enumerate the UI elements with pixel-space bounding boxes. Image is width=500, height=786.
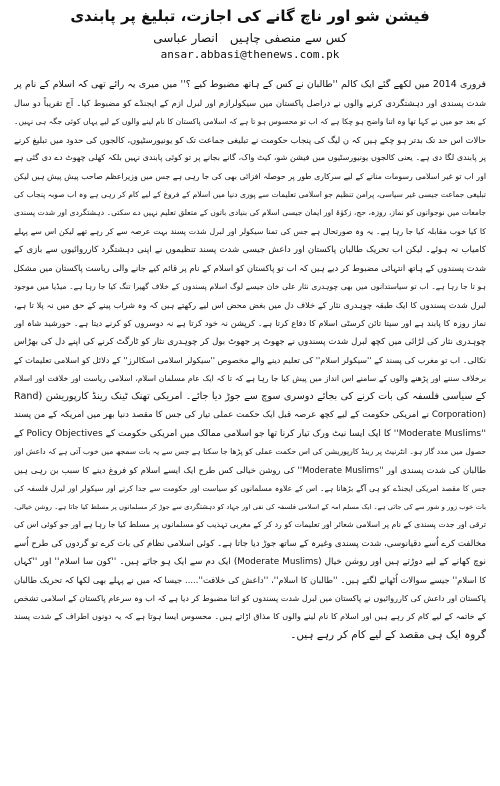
body-line: کا کیا خوب مقابلہ کیا جا رہا ہے۔ یہ وہ صورتحال ہے جس کی تمنا سیکولر اور لبرل شدت پسند بہت عرصہ سے کر رہے تھے لیکن اس سے پہلے [14, 226, 486, 236]
body-line: حصول میں مدد گار ہو۔ انٹرنیٹ پر رینڈ کارپوریشن کی اس حکمت عملی کو پڑھا جا سکتا ہے جس سے یہ بات سمجھ میں خوب آتی ہے کہ داعش اور [14, 446, 486, 456]
body-line: کا اسلام'' جیسے سوالات اُٹھانے لگتے ہیں۔ ''طالبان کا اسلام''، ''داعش کی خلافت''..... جیسا کہ میں نے پہلے بھی لکھا کہ تحریک طالبان [14, 575, 486, 586]
body-line: پر پابندی لگا دی ہے۔ یعنی کالجوں یونیورسٹیوں میں فیشن شو، کیٹ واک، گانے بجانے پر تو کوئی پابندی نہیں بلکہ کھلی چھوٹ دے دی گئی ہے [14, 153, 486, 163]
body-line: ہو تا جا رہا ہے۔ اب تو سیاستدانوں میں بھی چوہدری نثار علی خان جیسے لوگ اسلام پسندوں کے خلاف گھیرا تنگ کیا جا رہا ہے۔ میڈیا میں موجود [14, 281, 486, 291]
body-line: چوہدری نثار کی لڑائی میں کچھ لبرل شدت پسندوں نے جھوٹ پر جھوٹ بول کر چوہدری نثار کو ٹارگٹ کرنے کی اپنے دل کی بھڑاس [14, 336, 486, 347]
byline [14, 30, 486, 46]
body-line: ترقی اور جدت پسندی کے نام پر اسلامی شعائر اور تعلیمات کو رد کر کے مغربی تہذیب کو مسلمانوں پر مسلط کیا جا رہا ہے اور جو کوئی اس کی [14, 520, 486, 530]
article-body [14, 76, 486, 645]
body-line: پاکستان اور داعش کی کارروائیوں نے پاکستان میں لبرل شدت پسندوں کو اتنا مضبوط کر دیا ہے کہ اب وہ سرعام پاکستان کے اسلامی تشخص [14, 593, 486, 603]
body-line: لبرل شدت پسندوں کا ایک طبقہ چوہدری نثار کے خلاف دل میں بغض محض اس لیے رکھتے ہیں کہ وہ شراب پینے کے حق میں نہ پلا تا ہے، [14, 300, 486, 311]
body-line: برخلاف سننے اور پڑھنے والوں کے سامنے اس انداز میں پیش کیا جا رہا ہے کہ تا کہ ایک عام مسلمان اسلام، اسلامی ریاست اور خلافت اور اسلام [14, 373, 486, 383]
body-line: کے خاتمہ کے لیے کام کر رہے ہیں اور اسلام کا نام لینے والوں کا مذاق اڑاتے ہیں۔ محسوس ایسا ہوتا ہے کہ یہ دونوں اطراف کے شدت پسند [14, 611, 486, 621]
body-line: کامیاب نہ ہوئے۔ لیکن اب تحریک طالبان پاکستان اور داعش جیسی شدت پسند تنظیموں نے اپنی دہشتگرد کارروائیوں سے بازی کے [14, 245, 486, 256]
body-line: مخالفت کرے اُسے دقیانوسی، شدت پسندی وغیرہ کے ساتھ جوڑ دیا جاتا ہے۔ کوئی اسلامی نظام کی بات کرے تو گردوں کی طرح اُسے [14, 538, 486, 549]
body-line: تبلیغی جماعت جیسی غیر سیاسی، پرامن تنظیم جو اسلامی تعلیمات سے پوری دنیا میں اسلام کے فروغ کے لیے کام کر رہی ہے وہ اب صوبہ پنجاب کی [14, 190, 486, 200]
body-line: بات خوب زور و شور سے کی جاتی ہے۔ ایک مسلم امہ کے اسلامی فلسفہ کی نفی اور جہاد کو دہشتگردی سے جوڑ کر مسلمانوں پر مسلط کیا جاتا ہے۔ روشن خیالی، [14, 502, 486, 511]
author-email: ansar.abbasi@thenews.com.pk [160, 48, 340, 61]
body-line: فروری 2014 میں لکھے گئے ایک کالم ''طالبان نے کس کے ہاتھ مضبوط کیے ؟'' میں میری یہ رائے تھی کہ اسلام کے نام پر [14, 79, 486, 90]
body-line: شدت پسندی اور دہشتگردی کرنے والوں نے دراصل پاکستان میں سیکولرازم اور لبرل ازم کے ایجنڈے کو مضبوط کیا۔ آج تقریباً دو سال [14, 98, 486, 109]
body-line: شدت پسندوں کے ہاتھ انتہائی مضبوط کر دیے ہیں کہ اب تو پاکستان کو اسلام کے نام پر قائم کیے جانے والی ریاست پاکستان میں مشکل [14, 263, 486, 274]
body-line: کے سیاسی فلسفہ کی بات کرنے کی بجائے دوسری سوچ سے جوڑ دیا جائے۔ امریکی تھنک ٹینک رینڈ کارپوریشن (Rand [14, 390, 486, 402]
body-line: نوچ کھانے کے لیے دوڑتے ہیں اور روشن خیال (Moderate Muslims) ایک دم سے ایک ہو جاتے ہیں۔ ''کون سا اسلام'' اور ''کہاں [14, 556, 486, 567]
body-line: اور اب تو غیر اسلامی رسومات منانے کے لیے سرکاری طور پر حوصلہ افزائی بھی کی جا رہی ہے جس میں وزیراعظم صاحب پیش پیش ہیں لیکن [14, 171, 486, 181]
body-line: (Corporation نے امریکی حکومت کے لیے کچھ عرصہ قبل ایک حکمت عملی تیار کی جس کا مقصد دنیا بھر میں امریکہ کے من پسند [14, 410, 486, 421]
body-line: کے بعد جو میں نے کہا تھا وہ اتنا واضح ہو چکا ہے کہ اب تو محسوس ہو تا ہے کہ اسلامی پاکستان کا نام لینے والوں کے لیے یہاں کوئی جگہ ہی نہیں۔ [14, 116, 486, 126]
body-line: گروہ ایک ہی مقصد کے لیے کام کر رہے ہیں۔ [290, 629, 486, 642]
subtitle: کس سے منصفی چاہیں [229, 31, 347, 45]
body-line: نماز روزہ کا پابند ہے اور سیتا تائن کرسٹی اسلام کا دفاع کرتا ہے۔ کرپشن نہ خود کرتا ہے نہ دوسروں کو کرنے دیتا ہے۔ حورشید شاہ اور [14, 318, 486, 329]
body-line: جس کا مقصد امریکی ایجنڈے کو ہی آگے بڑھانا ہے۔ اس کے علاوہ مسلمانوں کو سیاست اور حکومت سے جدا کرنے اور سیکولر اور لبرل فلسفہ کی [14, 483, 486, 493]
body-line: طالبان کی شدت پسندی اور ''Moderate Muslims'' کی روشن خیالی کس طرح ایک ایسے اسلام کو فروغ دینے کا سبب بن رہی ہیں [14, 465, 486, 476]
headline: فیشن شو اور ناچ گانے کی اجازت، تبلیغ پر پابندی [70, 7, 430, 25]
body-line: نکالی۔ اب تو مغرب کی پسند کے ''سیکولر اسلام'' کی تعلیم دینے والے مخصوص ''سیکولر اسلامی اسکالرز'' کے دلائل کو اسلامی تعلیمات کے [14, 355, 486, 366]
body-line: حالات اس حد تک بدتر ہو چکے ہیں کہ ن لیگ کی پنجاب حکومت نے تبلیغی جماعت تک کو یونیورسٹیوں، کالجوں کی حدود میں تبلیغ کرنے [14, 135, 486, 146]
body-line: ''Moderate Muslims'' کا ایک ایسا نیٹ ورک تیار کرنا تھا جو اسلامی ممالک میں امریکی حکومت کے Policy Objectives کے [14, 428, 486, 439]
body-line: جامعات میں نوجوانوں کو نماز، روزہ، حج، زکوٰۃ اور ایمان جیسی اسلام کی بنیادی باتوں کے متعلق تعلیم نہیں دے سکتی۔ دہشتگردی اور شدت پسندی [14, 208, 486, 218]
author-name: انصار عباسی [153, 31, 219, 45]
